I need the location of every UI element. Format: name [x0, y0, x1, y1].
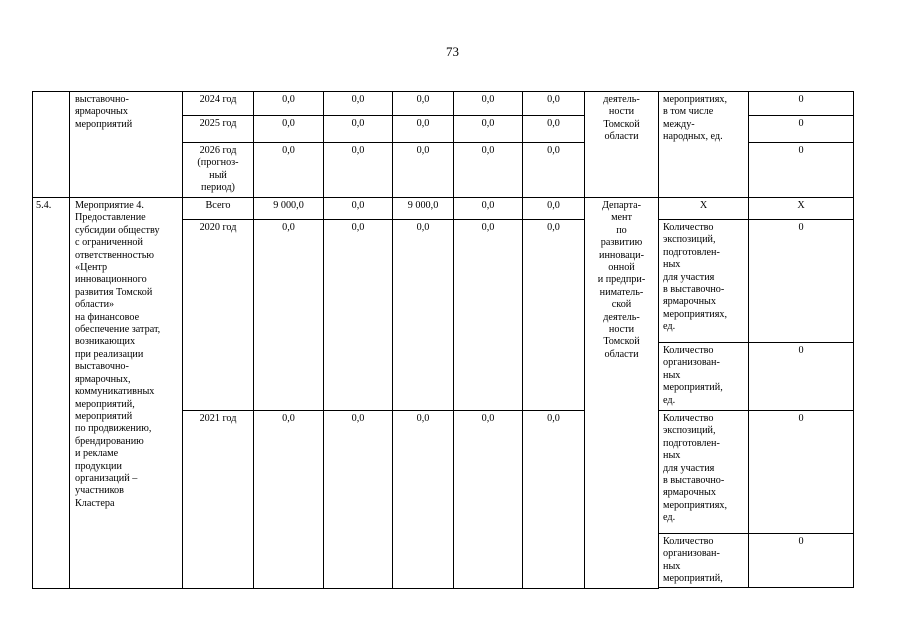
- value-cell: 0,0: [454, 143, 523, 198]
- indicator-name-cell: мероприятиях, в том числе между- народных, ед.: [659, 92, 749, 198]
- value-cell: 0,0: [324, 220, 393, 411]
- indicator-name-cell: Количество организован- ных мероприятий,: [659, 534, 749, 588]
- value-cell: 0,0: [454, 116, 523, 143]
- item-name-cell: выставочно- ярмарочных мероприятий: [70, 92, 183, 198]
- item-num-cell: [33, 92, 70, 198]
- indicator-name-cell: Количество экспозиций, подготовлен- ных для участия в выставочно- ярмарочных мероприятиях, ед.: [659, 411, 749, 534]
- indicator-value-cell: 0: [749, 343, 854, 411]
- value-cell: 0,0: [393, 92, 454, 116]
- value-cell: 0,0: [254, 220, 324, 411]
- spacer-cell: [749, 588, 854, 589]
- value-cell: 0,0: [324, 116, 393, 143]
- indicator-name-cell: Х: [659, 198, 749, 220]
- indicator-value-cell: 0: [749, 534, 854, 588]
- indicator-value-cell: 0: [749, 411, 854, 534]
- year-cell: 2025 год: [183, 116, 254, 143]
- value-cell: 0,0: [523, 116, 585, 143]
- table-row: [33, 92, 854, 116]
- value-cell: 0,0: [393, 143, 454, 198]
- value-cell: 0,0: [454, 220, 523, 411]
- value-cell: 0,0: [254, 411, 324, 589]
- indicator-value-cell: 0: [749, 92, 854, 116]
- value-cell: 0,0: [393, 116, 454, 143]
- executor-cell: деятель- ности Томской области: [585, 92, 659, 198]
- year-cell: Всего: [183, 198, 254, 220]
- year-cell: 2020 год: [183, 220, 254, 411]
- program-table: [32, 91, 854, 589]
- value-cell: 0,0: [393, 220, 454, 411]
- page-number: 73: [446, 44, 459, 59]
- value-cell: 0,0: [254, 92, 324, 116]
- value-cell: 0,0: [324, 411, 393, 589]
- value-cell: 0,0: [324, 143, 393, 198]
- value-cell: 0,0: [523, 411, 585, 589]
- value-cell: 0,0: [523, 220, 585, 411]
- value-cell: 0,0: [454, 411, 523, 589]
- value-cell: 0,0: [393, 411, 454, 589]
- year-cell: 2021 год: [183, 411, 254, 589]
- value-cell: 0,0: [454, 198, 523, 220]
- value-cell: 0,0: [523, 198, 585, 220]
- year-cell: 2026 год (прогноз- ный период): [183, 143, 254, 198]
- indicator-value-cell: 0: [749, 116, 854, 143]
- item-num-cell: 5.4.: [33, 198, 70, 589]
- item-name-cell: Мероприятие 4. Предоставление субсидии обществу с ограниченной ответственностью «Центр инновационного развития Томской области» на финансовое обеспечение затрат, возникающих при реализации выставочно- ярмарочных, коммуникативных мероприятий, мероприятий по продвижению, брендированию и рекламе продукции организаций – участников Кластера: [70, 198, 183, 589]
- value-cell: 0,0: [324, 92, 393, 116]
- executor-cell: Департа- мент по развитию инноваци- онной и предпри- ниматель- ской деятель- ности Томской области: [585, 198, 659, 589]
- value-cell: 0,0: [523, 143, 585, 198]
- value-cell: 0,0: [324, 198, 393, 220]
- value-cell: 0,0: [523, 92, 585, 116]
- value-cell: 0,0: [254, 143, 324, 198]
- spacer-cell: [659, 588, 749, 589]
- indicator-value-cell: 0: [749, 143, 854, 198]
- table-row: [33, 198, 854, 220]
- value-cell: 0,0: [454, 92, 523, 116]
- indicator-value-cell: 0: [749, 220, 854, 343]
- indicator-value-cell: Х: [749, 198, 854, 220]
- indicator-name-cell: Количество организован- ных мероприятий, ед.: [659, 343, 749, 411]
- value-cell: 9 000,0: [393, 198, 454, 220]
- indicator-name-cell: Количество экспозиций, подготовлен- ных для участия в выставочно- ярмарочных мероприятиях, ед.: [659, 220, 749, 343]
- value-cell: 9 000,0: [254, 198, 324, 220]
- value-cell: 0,0: [254, 116, 324, 143]
- year-cell: 2024 год: [183, 92, 254, 116]
